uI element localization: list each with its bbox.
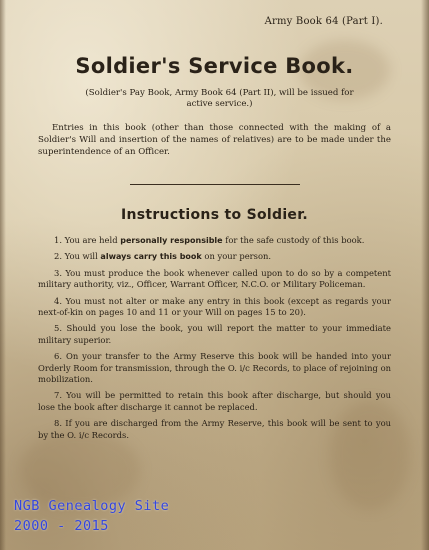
- watermark-line-years: 2000 - 2015: [14, 518, 109, 534]
- instruction-item: [38, 390, 391, 413]
- instruction-text: 4. You must not alter or make any entry in this book (except as regards your next-of-kin on pages 10 and 11 or your Will on pages 15 to 20).: [38, 295, 391, 318]
- instruction-text: on your person.: [201, 251, 272, 262]
- page-edge-shadow-left: [0, 0, 6, 550]
- instruction-item: [38, 323, 391, 346]
- instruction-text: 6. On your transfer to the Army Reserve this book will be handed into your Orderly Room for transmission, through the O. i/c Records, to place of rejoining on mobilization.: [38, 351, 391, 385]
- instruction-item: [38, 418, 391, 441]
- instruction-item: [38, 235, 391, 246]
- instruction-emphasis: always carry this book: [100, 252, 202, 262]
- instruction-item: [38, 251, 391, 262]
- instruction-text: 5. Should you lose the book, you will report the matter to your immediate military superior.: [38, 323, 391, 345]
- instruction-item: [38, 268, 391, 291]
- intro-paragraph: Entries in this book (other than those connected with the making of a Soldier's Will and insertion of the names of relatives) are to be made under the superintendence of an Officer.: [38, 123, 391, 157]
- instruction-item: [38, 296, 391, 319]
- document-title: Soldier's Service Book.: [75, 54, 354, 78]
- section-divider: [130, 184, 300, 185]
- instruction-text: 3. You must produce the book whenever called upon to do so by a competent military authority, viz., Officer, Warrant Officer, N.C.O. or Military Policeman.: [38, 267, 391, 290]
- instructions-heading: Instructions to Soldier.: [120, 207, 309, 223]
- page-edge-shadow-right: [421, 0, 429, 550]
- instruction-text: 1. You are held: [54, 235, 121, 245]
- document-subtitle: (Soldier's Pay Book, Army Book 64 (Part II), will be issued for active service.): [85, 88, 354, 109]
- instruction-text: 2. You will: [54, 251, 101, 262]
- instructions-list: [38, 235, 391, 446]
- instruction-text: 8. If you are discharged from the Army Reserve, this book will be sent to you by the O. i/c Records.: [38, 418, 391, 440]
- watermark-line-name: NGB Genealogy Site: [14, 498, 170, 514]
- instruction-text: 7. You will be permitted to retain this book after discharge, but should you lose the book after discharge it cannot be replaced.: [38, 390, 391, 412]
- instruction-text: for the safe custody of this book.: [222, 235, 365, 245]
- book-reference: Army Book 64 (Part I).: [264, 16, 383, 27]
- instruction-emphasis: personally responsible: [120, 236, 223, 245]
- site-watermark: [14, 496, 169, 536]
- instruction-item: [38, 351, 391, 385]
